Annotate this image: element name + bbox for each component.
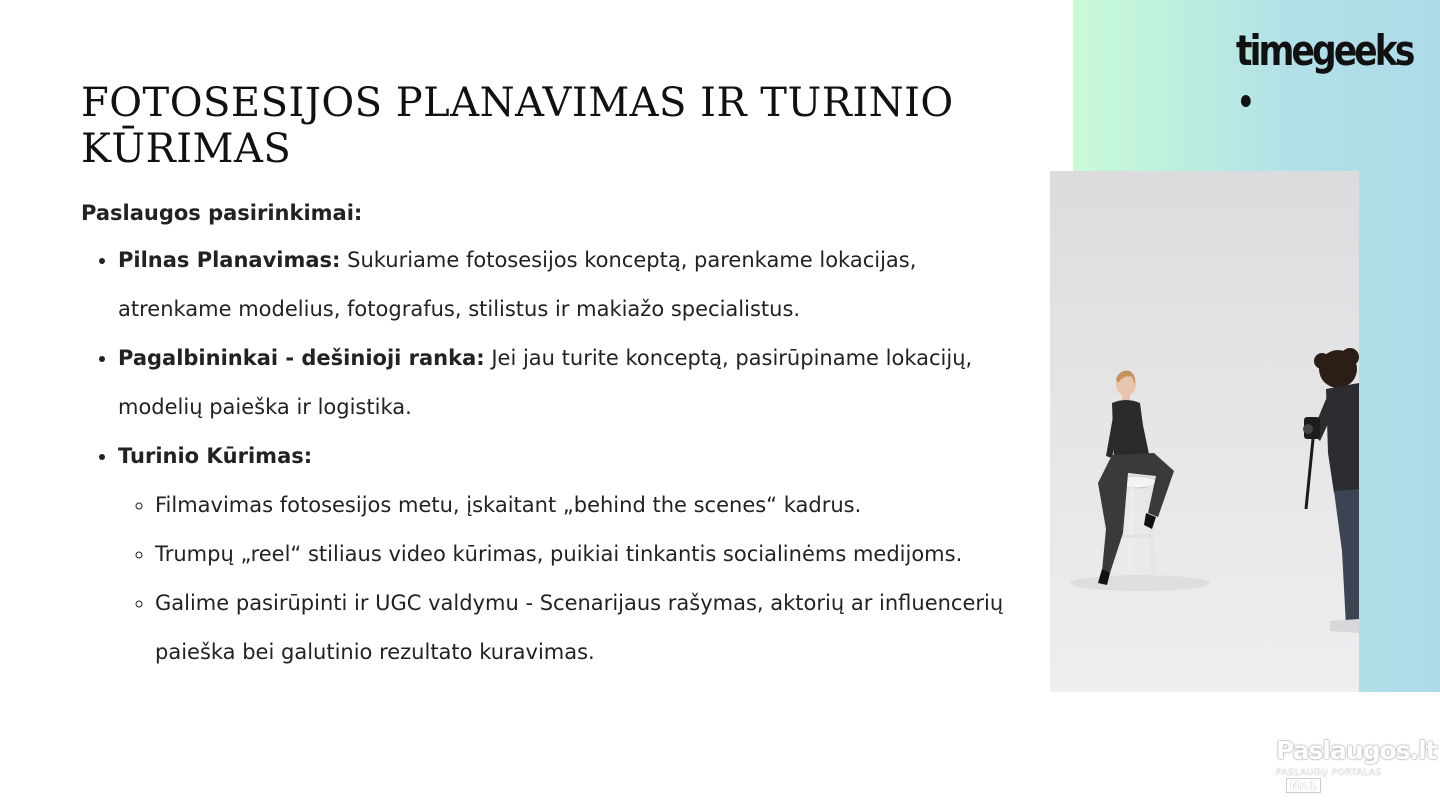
watermark-badge: Nr.1	[1286, 778, 1321, 793]
content-creation-sublist	[118, 481, 1011, 677]
list-item	[118, 334, 1011, 432]
logo-text: timegeeks	[1236, 26, 1413, 75]
item-text: Sukuriame fotosesijos konceptą, parenkame lokacijas, atrenkame modelius, fotografus, stilistus ir makiažo specialistus.	[118, 248, 917, 321]
section-label: Paslaugos pasirinkimai:	[81, 201, 363, 225]
watermark-main: Paslaugos.lt	[1276, 736, 1437, 765]
watermark-sub	[1276, 768, 1416, 793]
list-item	[118, 236, 1011, 334]
photoshoot-illustration	[1050, 171, 1359, 692]
service-options-list	[81, 236, 1011, 677]
slide-content	[81, 196, 1011, 677]
item-text: Jei jau turite konceptą, pasirūpiname lokacijų, modelių paieška ir logistika.	[118, 346, 973, 419]
sub-list-item: ◦ Galime pasirūpinti ir UGC valdymu - Scenarijaus rašymas, aktorių ar influencerių paieška bei galutinio rezultato kuravimas.	[155, 579, 1011, 677]
item-heading: Pilnas Planavimas:	[118, 248, 341, 272]
list-item	[118, 432, 1011, 677]
sub-list-item: ◦ Filmavimas fotosesijos metu, įskaitant „behind the scenes“ kadrus.	[155, 481, 1011, 530]
sub-list-item: ◦ Trumpų „reel“ stiliaus video kūrimas, puikiai tinkantis socialinėms medijoms.	[155, 530, 1011, 579]
logo-dot-icon	[1241, 95, 1251, 107]
item-heading: Pagalbininkai - dešinioji ranka:	[118, 346, 485, 370]
slide-title: FOTOSESIJOS PLANAVIMAS IR TURINIO KŪRIMAS	[81, 80, 954, 172]
paslaugos-watermark	[1276, 736, 1437, 792]
photoshoot-photo	[1050, 171, 1359, 692]
timegeeks-logo	[1236, 26, 1413, 114]
watermark-tagline: PASLAUGŲ PORTALAS	[1276, 768, 1382, 778]
item-heading: Turinio Kūrimas:	[118, 444, 313, 468]
